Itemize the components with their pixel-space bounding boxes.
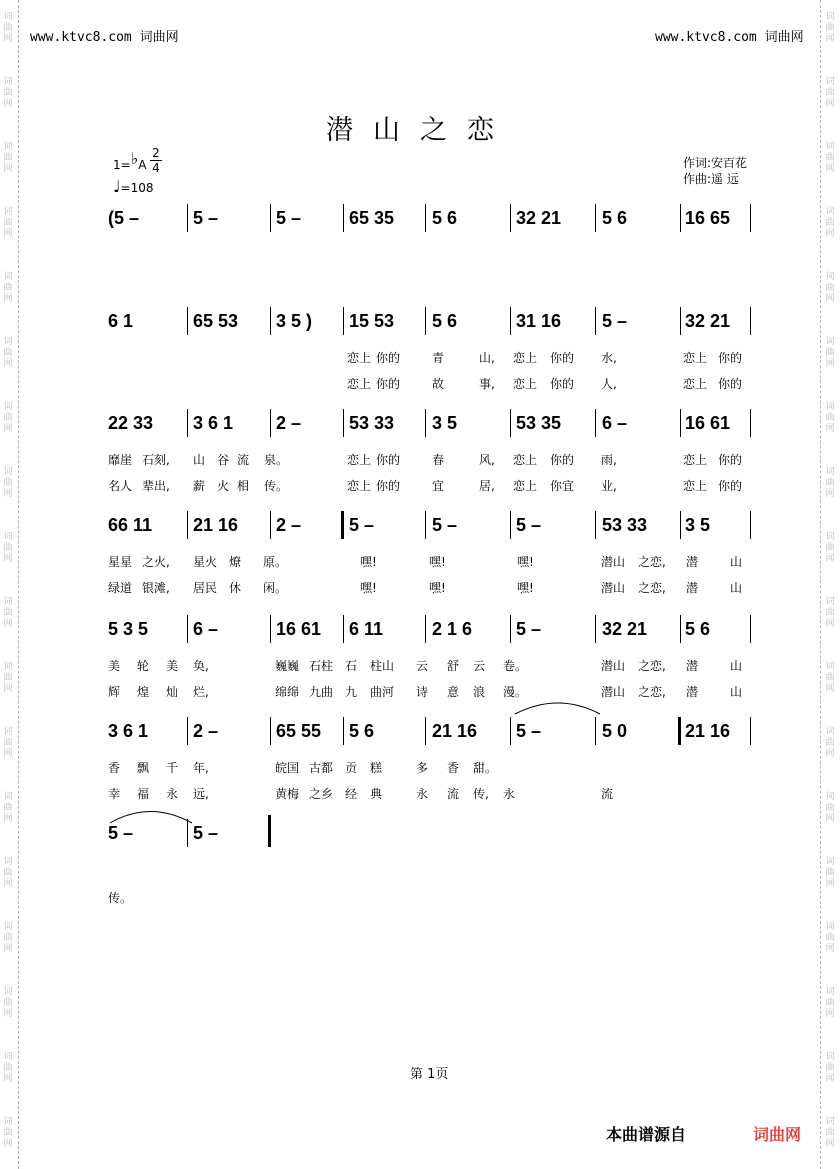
- measure-notes: 5 –: [193, 823, 219, 843]
- lyric-word: 嘿!: [360, 581, 377, 595]
- lyric-word: 恋上: [347, 479, 372, 493]
- lyric-word: 辉: [108, 685, 121, 699]
- watermark-glyph: 词 曲 网: [825, 142, 835, 174]
- lyric-word: 潜: [686, 581, 699, 595]
- watermark-glyph: 词 曲 网: [3, 77, 13, 109]
- lyric-word: 山: [730, 685, 743, 699]
- lyric-word: 奂,: [193, 659, 209, 673]
- measure-notes: 3 6 1: [193, 413, 234, 433]
- measure-notes: 16 61: [685, 413, 731, 433]
- lyric-word: 九曲: [309, 685, 334, 699]
- lyric-word: 恋上: [513, 453, 538, 467]
- measure-notes: 53 35: [516, 413, 562, 433]
- lyric-word: 嘿!: [360, 555, 377, 569]
- watermark-glyph: 词 曲 网: [3, 662, 13, 694]
- page-number: 第 1页: [410, 1067, 449, 1082]
- lyric-word: 你的: [550, 377, 575, 391]
- measure-notes: 3 6 1: [108, 721, 149, 741]
- flat-icon: ♭: [130, 149, 139, 168]
- lyric-word: 潜: [686, 685, 699, 699]
- watermark-glyph: 词 曲 网: [825, 857, 835, 889]
- lyric-word: 嘿!: [429, 581, 446, 595]
- lyric-word: 千: [166, 761, 179, 775]
- measure-notes: 5 –: [516, 515, 542, 535]
- lyric-word: 传。: [108, 891, 133, 905]
- lyric-word: 山: [730, 659, 743, 673]
- lyric-word: 山: [730, 581, 743, 595]
- lyric-word: 你的: [376, 377, 401, 391]
- lyric-word: 嘿!: [429, 555, 446, 569]
- lyric-word: 潜: [686, 659, 699, 673]
- lyric-word: 星星: [108, 555, 133, 569]
- header-left-site[interactable]: 词曲网: [139, 30, 179, 45]
- measure-notes: 5 0: [602, 721, 628, 741]
- lyric-word: 恋上: [347, 453, 372, 467]
- lyric-word: 山,: [479, 351, 495, 365]
- lyric-word: 之火,: [142, 555, 170, 569]
- lyricist-credit: 作词:安百花: [683, 156, 748, 170]
- lyric-word: 嘿!: [517, 555, 534, 569]
- measure-notes: 5 6: [602, 208, 628, 228]
- lyric-word: 你的: [718, 453, 743, 467]
- lyric-word: 恋上: [683, 453, 708, 467]
- lyric-word: 名人: [108, 479, 133, 493]
- measure-notes: 31 16: [516, 311, 562, 331]
- lyric-word: 嘿!: [517, 581, 534, 595]
- lyric-word: 卷。: [503, 659, 528, 673]
- measure-notes: 16 65: [685, 208, 731, 228]
- lyric-word: 恋上: [683, 377, 708, 391]
- measure-notes: 65 35: [349, 208, 395, 228]
- lyric-word: 宜: [432, 479, 445, 493]
- lyric-word: 薪: [193, 479, 206, 493]
- lyric-word: 休: [229, 581, 242, 595]
- lyric-word: 远,: [193, 787, 209, 801]
- lyric-word: 典: [370, 787, 383, 801]
- lyric-word: 永: [416, 787, 429, 801]
- lyric-word: 石柱: [309, 659, 334, 673]
- lyric-word: 流: [447, 787, 460, 801]
- measure-notes: 21 16: [685, 721, 731, 741]
- lyric-word: 九: [345, 685, 358, 699]
- lyric-word: 永: [503, 787, 516, 801]
- measure-notes: 3 5: [685, 515, 711, 535]
- lyric-word: 云: [473, 659, 486, 673]
- lyric-word: 香: [447, 761, 460, 775]
- measure-notes: 65 53: [193, 311, 239, 331]
- lyric-word: 烂,: [193, 685, 209, 699]
- lyric-word: 永: [166, 787, 179, 801]
- measure-notes: 6 11: [349, 619, 384, 639]
- measure-notes: 16 61: [276, 619, 322, 639]
- lyric-word: 闲。: [263, 581, 288, 595]
- watermark-glyph: 词 曲 网: [3, 727, 13, 759]
- measure-notes: 21 16: [193, 515, 239, 535]
- lyric-word: 美: [166, 659, 179, 673]
- watermark-glyph: 词 曲 网: [3, 1052, 13, 1084]
- watermark-glyph: 词 曲 网: [3, 922, 13, 954]
- quarter-note-icon: ♩: [113, 177, 121, 196]
- lyric-word: 多: [416, 761, 429, 775]
- watermark-glyph: 词 曲 网: [3, 792, 13, 824]
- watermark-glyph: 词 曲 网: [825, 402, 835, 434]
- measure-notes: 5 6: [349, 721, 375, 741]
- watermark-glyph: 词 曲 网: [3, 272, 13, 304]
- lyric-word: 煌: [137, 685, 150, 699]
- lyric-word: 潜: [686, 555, 699, 569]
- measure-notes: 32 21: [602, 619, 648, 639]
- measure-notes: 3 5 ): [276, 311, 313, 331]
- measure-notes: 5 –: [516, 619, 542, 639]
- measure-notes: 5 –: [193, 208, 219, 228]
- lyric-word: 漫。: [503, 685, 528, 699]
- watermark-glyph: 词 曲 网: [825, 12, 835, 44]
- lyric-word: 潜山: [601, 659, 626, 673]
- lyric-word: 传,: [473, 787, 489, 801]
- measure-notes: 5 6: [432, 311, 458, 331]
- lyric-word: 相: [237, 479, 250, 493]
- composer-credit: 作曲:遥 远: [683, 172, 739, 186]
- watermark-glyph: 词 曲 网: [3, 1117, 13, 1149]
- watermark-glyph: 词 曲 网: [825, 792, 835, 824]
- source-label: 本曲谱源自: [606, 1125, 687, 1144]
- lyric-word: 云: [416, 659, 429, 673]
- watermark-glyph: 词 曲 网: [825, 1052, 835, 1084]
- tempo-value: =108: [120, 181, 154, 195]
- lyric-word: 春: [432, 453, 445, 467]
- measure-notes: 65 55: [276, 721, 322, 741]
- measure-notes: 5 –: [432, 515, 458, 535]
- lyric-word: 潜山: [601, 555, 626, 569]
- header-left-url[interactable]: www.ktvc8.com: [30, 30, 132, 45]
- watermark-glyph: 词 曲 网: [825, 467, 835, 499]
- lyric-word: 事,: [479, 377, 495, 391]
- lyric-word: 水,: [601, 351, 617, 365]
- lyric-word: 你宜: [550, 479, 575, 493]
- measure-notes: 22 33: [108, 413, 154, 433]
- lyric-word: 你的: [376, 351, 401, 365]
- measure-notes: 5 6: [685, 619, 711, 639]
- time-bottom: 4: [152, 161, 160, 175]
- measure-notes: 5 –: [349, 515, 375, 535]
- lyric-word: 美: [108, 659, 121, 673]
- lyric-word: 之恋,: [638, 685, 666, 699]
- lyric-word: 古都: [309, 761, 334, 775]
- lyric-word: 燎: [229, 555, 242, 569]
- watermark-glyph: 词 曲 网: [825, 207, 835, 239]
- measure-notes: 5 –: [602, 311, 628, 331]
- lyric-word: 星火: [193, 555, 218, 569]
- measure-notes: 66 11: [108, 515, 153, 535]
- lyric-word: 辈出,: [142, 479, 170, 493]
- lyric-word: 福: [137, 787, 150, 801]
- header-right-url[interactable]: www.ktvc8.com: [655, 30, 757, 45]
- measure-notes: 53 33: [349, 413, 395, 433]
- lyric-word: 恋上: [683, 479, 708, 493]
- lyric-word: 香: [108, 761, 121, 775]
- lyric-word: 你的: [718, 351, 743, 365]
- lyric-word: 恋上: [513, 377, 538, 391]
- lyric-word: 恋上: [513, 351, 538, 365]
- lyric-word: 你的: [376, 453, 401, 467]
- lyric-word: 轮: [137, 659, 150, 673]
- lyric-word: 恋上: [347, 377, 372, 391]
- key-prefix: 1=: [113, 158, 131, 172]
- lyric-word: 居,: [479, 479, 495, 493]
- lyric-word: 皖国: [275, 761, 300, 775]
- watermark-glyph: 词 曲 网: [825, 272, 835, 304]
- watermark-glyph: 词 曲 网: [825, 662, 835, 694]
- lyric-word: 幸: [108, 787, 121, 801]
- watermark-glyph: 词 曲 网: [825, 597, 835, 629]
- slur-tie-1: [515, 703, 600, 714]
- measure-notes: 5 –: [108, 823, 134, 843]
- lyric-word: 之恋,: [638, 659, 666, 673]
- measure-notes: 5 –: [276, 208, 302, 228]
- measure-notes: 32 21: [516, 208, 562, 228]
- lyric-word: 恋上: [683, 351, 708, 365]
- lyric-word: 传。: [264, 479, 289, 493]
- measure-notes: 2 –: [193, 721, 219, 741]
- watermark-glyph: 词 曲 网: [825, 1117, 835, 1149]
- lyric-word: 浪: [473, 685, 486, 699]
- lyric-word: 之恋,: [638, 555, 666, 569]
- lyric-word: 恋上: [513, 479, 538, 493]
- lyric-word: 你的: [376, 479, 401, 493]
- lyric-word: 经: [345, 787, 358, 801]
- lyric-word: 你的: [718, 377, 743, 391]
- measure-notes: 32 21: [685, 311, 731, 331]
- time-top: 2: [150, 146, 162, 161]
- watermark-glyph: 词 曲 网: [3, 857, 13, 889]
- lyric-word: 原。: [263, 555, 288, 569]
- watermark-glyph: 词 曲 网: [825, 987, 835, 1019]
- lyric-word: 柱山: [370, 659, 395, 673]
- lyric-word: 意: [447, 685, 460, 699]
- measure-notes: 2 –: [276, 413, 302, 433]
- lyric-word: 绵绵: [275, 685, 300, 699]
- lyric-word: 巍巍: [275, 659, 300, 673]
- watermark-glyph: 词 曲 网: [3, 142, 13, 174]
- header-right-site[interactable]: 词曲网: [764, 30, 804, 45]
- measure-notes: 6 –: [193, 619, 219, 639]
- watermark-glyph: 词 曲 网: [3, 987, 13, 1019]
- lyric-word: 火: [217, 479, 230, 493]
- lyric-word: 恋上: [347, 351, 372, 365]
- lyric-word: 泉。: [264, 453, 289, 467]
- measure-notes: (5 –: [108, 208, 140, 228]
- measure-notes: 5 –: [516, 721, 542, 741]
- lyric-word: 诗: [416, 685, 429, 699]
- measure-notes: 2 1 6: [432, 619, 473, 639]
- lyric-word: 流: [237, 453, 250, 467]
- lyric-word: 谷: [217, 453, 230, 467]
- lyric-word: 你的: [550, 351, 575, 365]
- lyric-word: 青: [432, 351, 445, 365]
- lyric-word: 银滩,: [142, 581, 170, 595]
- lyric-word: 石: [345, 659, 358, 673]
- watermark-glyph: 词 曲 网: [825, 337, 835, 369]
- lyric-word: 糕: [370, 761, 383, 775]
- watermark-glyph: 词 曲 网: [825, 532, 835, 564]
- watermark-glyph: 词 曲 网: [3, 597, 13, 629]
- lyric-word: 风,: [479, 453, 495, 467]
- lyric-word: 年,: [193, 761, 209, 775]
- measure-notes: 3 5: [432, 413, 458, 433]
- measure-notes: 15 53: [349, 311, 395, 331]
- watermark-glyph: 词 曲 网: [3, 467, 13, 499]
- lyric-word: 贡: [345, 761, 358, 775]
- measure-notes: 6 1: [108, 311, 134, 331]
- source-site[interactable]: 词曲网: [753, 1125, 802, 1144]
- watermark-glyph: 词 曲 网: [825, 922, 835, 954]
- lyric-word: 石刻,: [142, 453, 170, 467]
- watermark-glyph: 词 曲 网: [3, 207, 13, 239]
- measure-notes: 5 3 5: [108, 619, 149, 639]
- lyric-word: 故: [432, 377, 445, 391]
- lyric-word: 曲河: [370, 685, 395, 699]
- lyric-word: 绿道: [108, 581, 133, 595]
- watermark-glyph: 词 曲 网: [3, 12, 13, 44]
- lyric-word: 流: [601, 787, 614, 801]
- watermark-glyph: 词 曲 网: [3, 402, 13, 434]
- watermark-glyph: 词 曲 网: [3, 337, 13, 369]
- watermark-glyph: 词 曲 网: [825, 77, 835, 109]
- watermark-glyph: 词 曲 网: [3, 532, 13, 564]
- measure-notes: 5 6: [432, 208, 458, 228]
- measure-notes: 53 33: [602, 515, 648, 535]
- lyric-word: 黄梅: [275, 787, 300, 801]
- song-title: 潜山之恋: [326, 115, 514, 146]
- watermark-glyph: 词 曲 网: [825, 727, 835, 759]
- slur-tie-2: [110, 812, 192, 824]
- measure-notes: 2 –: [276, 515, 302, 535]
- lyric-word: 灿: [166, 685, 179, 699]
- lyric-word: 雨,: [601, 453, 617, 467]
- measure-notes: 6 –: [602, 413, 628, 433]
- lyric-word: 你的: [718, 479, 743, 493]
- lyric-word: 甜。: [473, 761, 498, 775]
- lyric-word: 居民: [193, 581, 218, 595]
- lyric-word: 潜山: [601, 685, 626, 699]
- lyric-word: 之恋,: [638, 581, 666, 595]
- lyric-word: 之乡: [309, 787, 334, 801]
- lyric-word: 靡崖: [108, 453, 133, 467]
- lyric-word: 舒: [447, 659, 460, 673]
- lyric-word: 飘: [137, 761, 150, 775]
- lyric-word: 你的: [550, 453, 575, 467]
- lyric-word: 潜山: [601, 581, 626, 595]
- measure-notes: 21 16: [432, 721, 478, 741]
- key-note: A: [138, 158, 147, 172]
- lyric-word: 山: [730, 555, 743, 569]
- lyric-word: 业,: [601, 479, 617, 493]
- lyric-word: 人,: [601, 377, 617, 391]
- lyric-word: 山: [193, 453, 206, 467]
